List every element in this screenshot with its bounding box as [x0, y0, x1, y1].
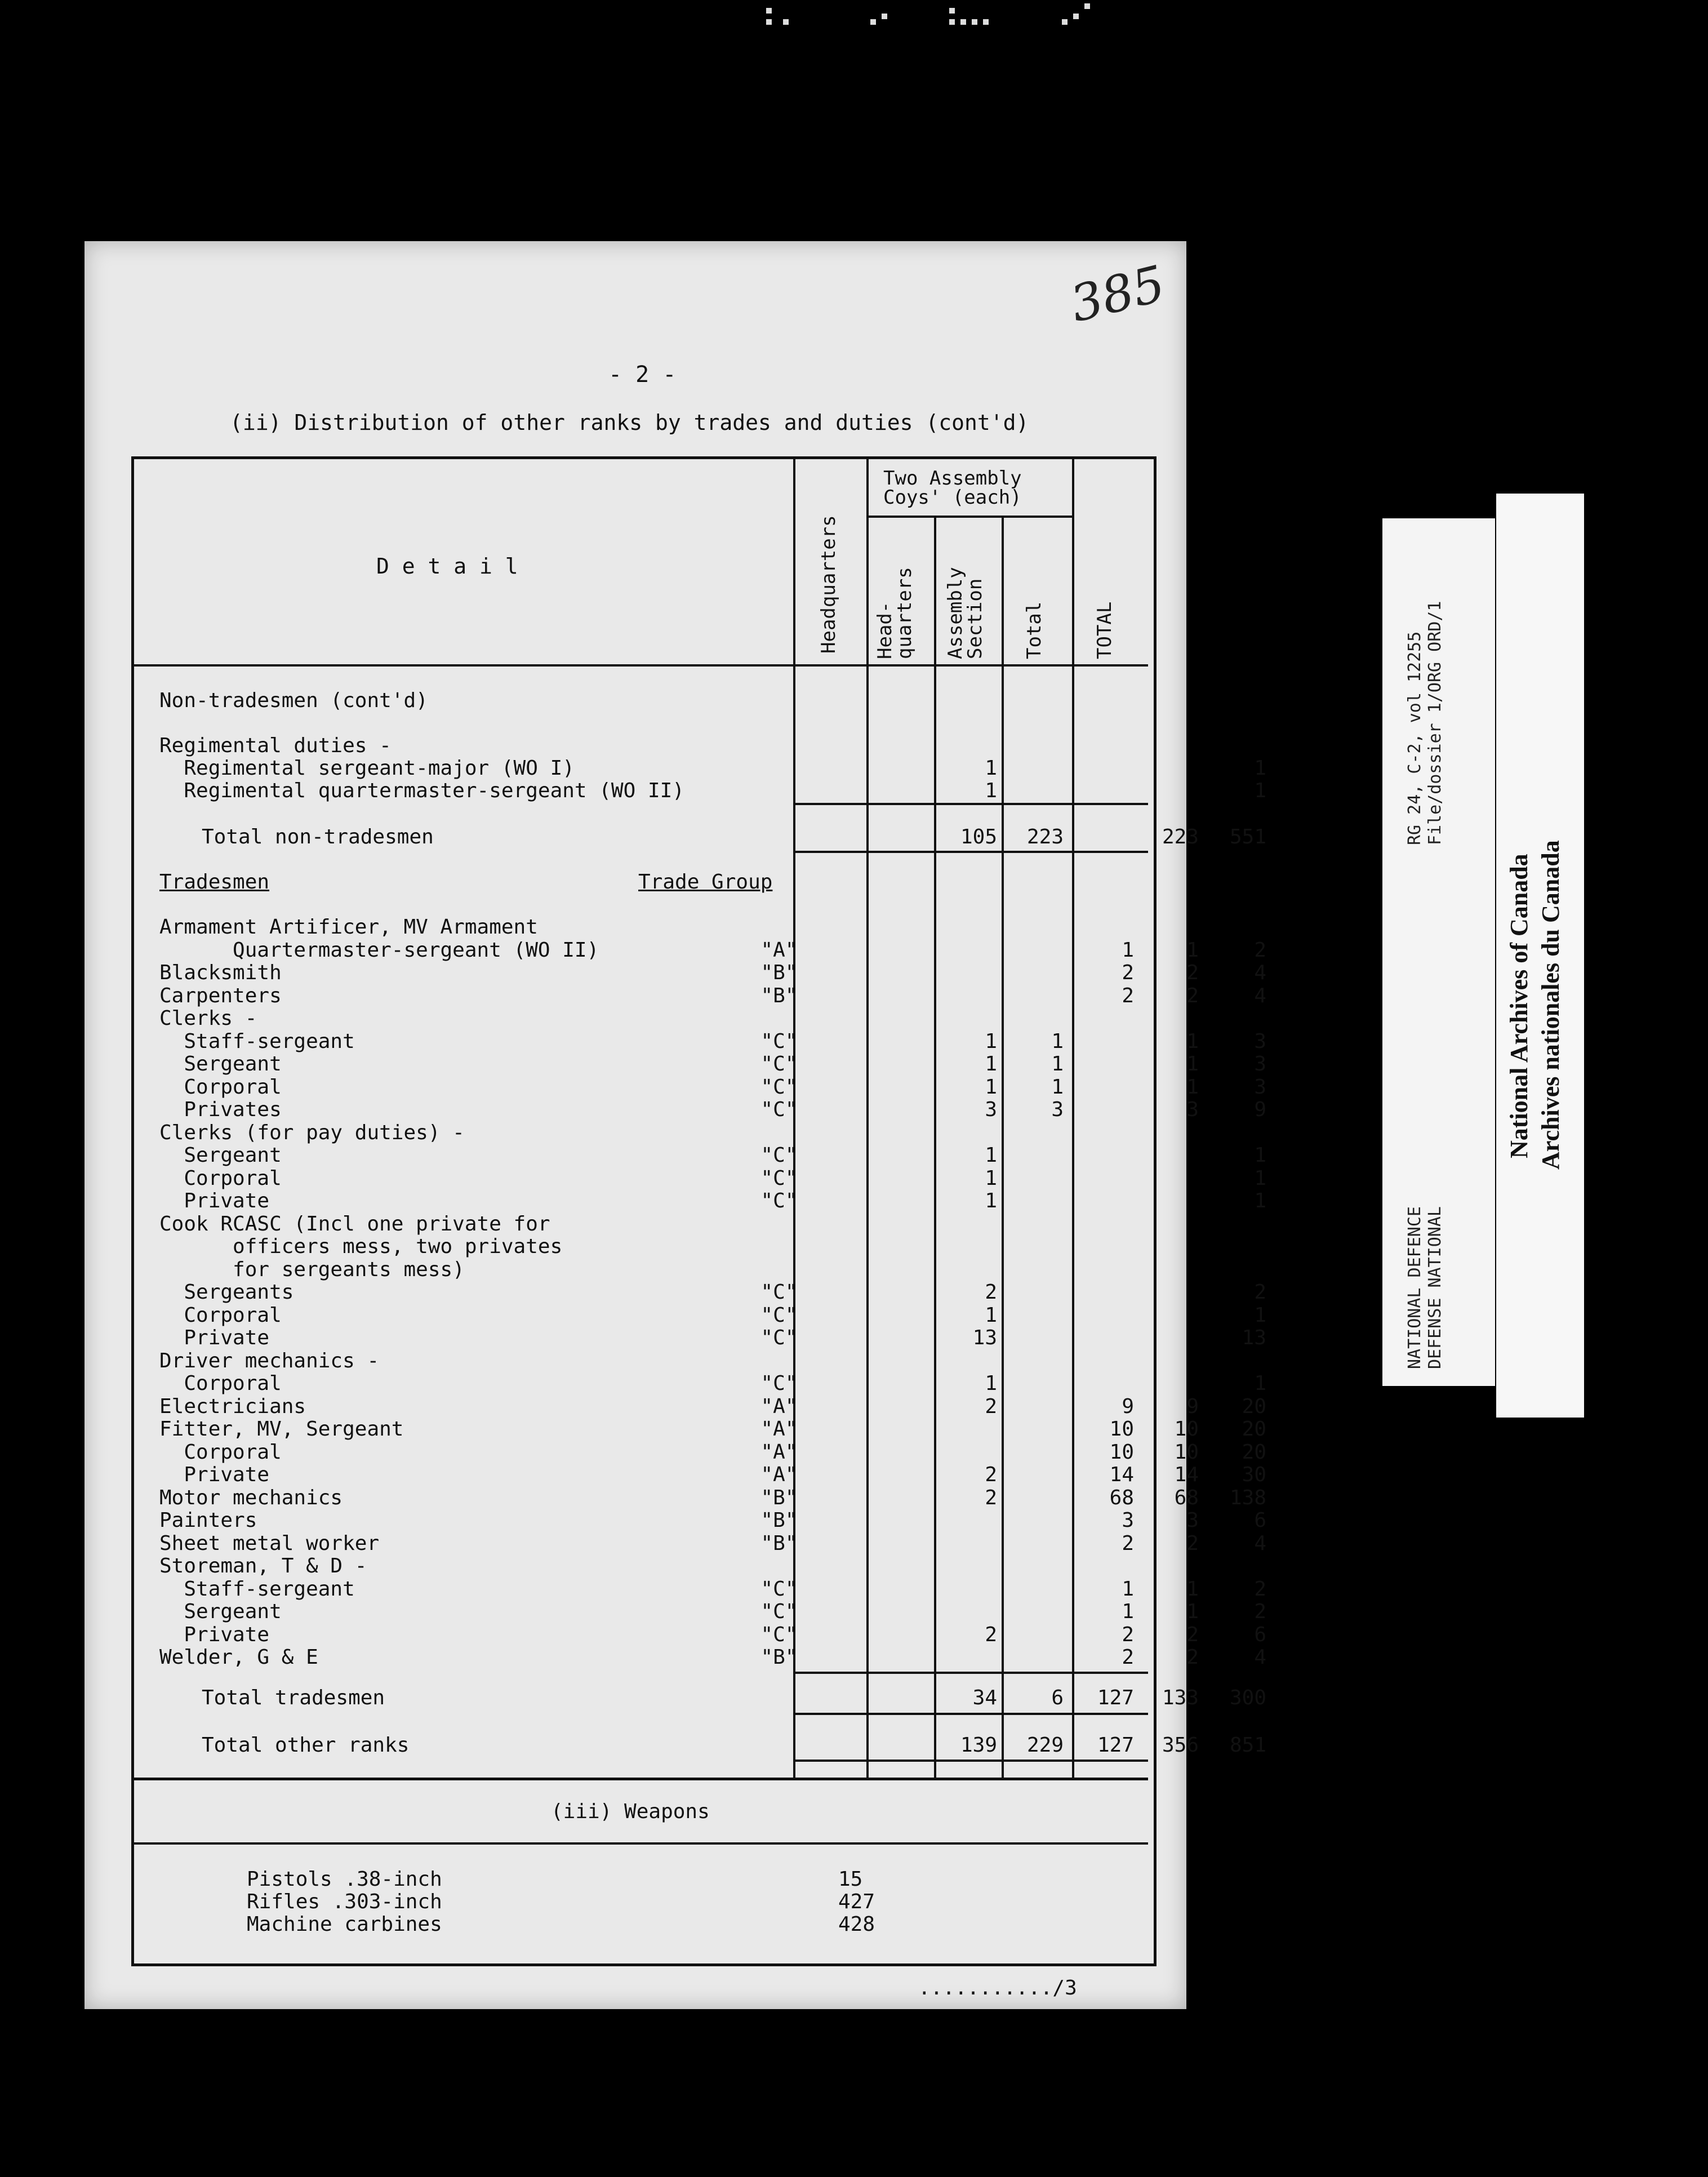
total-tradesmen-row: [134, 1686, 1266, 1709]
table-row: [134, 1029, 1266, 1053]
row-label: Electricians: [159, 1394, 306, 1418]
total-value: 2: [1254, 1281, 1266, 1304]
total-value: 20: [1242, 1418, 1266, 1441]
trade-group-value: "C": [760, 1144, 798, 1167]
coy-total-value: 3: [1186, 1098, 1199, 1121]
hq-value: 2: [985, 1486, 997, 1509]
trade-group-heading: Trade Group: [638, 870, 773, 894]
weapon-value: 428: [838, 1913, 875, 1936]
coy-total-value: 10: [1174, 1440, 1199, 1464]
coy-hq-value: 1: [1051, 1075, 1064, 1099]
table-row: [134, 1052, 1266, 1076]
coy-hq-value: 3: [1051, 1098, 1064, 1121]
hq-value: 105: [960, 825, 997, 848]
headquarters-header: Headquarters: [817, 515, 840, 654]
subtotal-line: [793, 1713, 1148, 1715]
total-value: 551: [1229, 825, 1266, 848]
trade-group-value: "C": [760, 1075, 798, 1099]
total-value: 300: [1229, 1686, 1266, 1709]
assembly-value: 2: [1122, 1531, 1134, 1555]
weapon-value: 15: [838, 1868, 863, 1891]
total-value: 2: [1254, 1577, 1266, 1601]
table-row: [134, 1600, 1266, 1623]
row-label: Welder, G & E: [159, 1646, 318, 1669]
trade-group-value: "C": [760, 1029, 798, 1053]
coy-total-value: 1: [1186, 1029, 1199, 1053]
table-row: [134, 1577, 1266, 1601]
coy-total-value: 14: [1174, 1463, 1199, 1486]
row-label: Private: [159, 1326, 270, 1349]
weapons-heading: (iii) Weapons: [551, 1800, 710, 1823]
trade-group-value: "A": [760, 1418, 798, 1441]
table-row: [134, 1531, 1266, 1555]
regimental-duties-row: [134, 734, 1148, 757]
coy-total-value: 2: [1186, 984, 1199, 1007]
trade-group-value: "C": [760, 1098, 798, 1121]
table-row: [134, 1189, 1266, 1212]
row-label: Staff-sergeant: [159, 1577, 355, 1601]
row-label: Carpenters: [159, 984, 282, 1007]
weapons-top-line: [134, 1778, 1148, 1780]
weapon-label: Machine carbines: [247, 1913, 442, 1936]
row-label: Cook RCASC (Incl one private for: [159, 1212, 550, 1236]
total-value: 1: [1254, 1166, 1266, 1190]
total-value: 9: [1254, 1098, 1266, 1121]
regimental-duties-label: Regimental duties -: [159, 734, 392, 757]
coy-total-value: 2: [1186, 961, 1199, 984]
total-value: 1: [1254, 1189, 1266, 1212]
coy-total-value: 2: [1186, 1646, 1199, 1669]
two-assembly-header-2: Coys' (each): [883, 486, 1022, 509]
trade-group-value: "B": [760, 961, 798, 984]
hq-value: 1: [985, 1075, 997, 1099]
trade-group-value: "C": [760, 1600, 798, 1623]
total-value: 3: [1254, 1029, 1266, 1053]
weapons-divider: [134, 1842, 1148, 1845]
coy-total-value: 9: [1186, 1394, 1199, 1418]
hq-value: 2: [985, 1281, 997, 1304]
table-row: [134, 757, 1266, 780]
trade-group-value: "C": [760, 1189, 798, 1212]
row-label: Private: [159, 1623, 270, 1646]
tradesmen-heading-row: [134, 870, 1148, 893]
top-dot-marks: [760, 0, 1121, 34]
total-value: 20: [1242, 1440, 1266, 1464]
total-value: 13: [1242, 1326, 1266, 1349]
total-value: 6: [1254, 1623, 1266, 1646]
coy-total-value: 10: [1174, 1418, 1199, 1441]
section-heading: (ii) Distribution of other ranks by trades and duties (cont'd): [230, 410, 1029, 435]
header-bottom-line: [134, 664, 1148, 667]
total-value: 1: [1254, 1144, 1266, 1167]
row-label: Storeman, T & D -: [159, 1554, 367, 1578]
row-label: Total non-tradesmen: [202, 825, 434, 848]
handwritten-page-number: 385: [1065, 254, 1171, 334]
total-value: 6: [1254, 1509, 1266, 1532]
subtotal-line: [793, 851, 1148, 853]
row-label: Corporal: [159, 1075, 282, 1099]
row-label: Staff-sergeant: [159, 1029, 355, 1053]
assembly-value: 68: [1109, 1486, 1134, 1509]
table-row: [134, 1144, 1266, 1167]
trade-group-value: "C": [760, 1577, 798, 1601]
total-value: 20: [1242, 1394, 1266, 1418]
row-label: Sheet metal worker: [159, 1531, 380, 1555]
row-label: Privates: [159, 1098, 282, 1121]
row-label: Corporal: [159, 1166, 282, 1190]
row-label: Private: [159, 1189, 270, 1212]
row-label: Driver mechanics -: [159, 1349, 380, 1372]
table-row: [134, 1098, 1266, 1121]
coy-hq-value: 1: [1051, 1052, 1064, 1076]
trade-group-value: "B": [760, 1531, 798, 1555]
page-number: - 2 -: [608, 362, 677, 388]
trade-group-value: "A": [760, 1463, 798, 1486]
hq-value: 1: [985, 779, 997, 802]
hq-value: 1: [985, 1372, 997, 1395]
table-row: [134, 1509, 1266, 1532]
table-row: [134, 1235, 1148, 1258]
hq-value: 2: [985, 1463, 997, 1486]
coy-hq-value: 223: [1026, 825, 1064, 848]
trade-group-value: "C": [760, 1326, 798, 1349]
total-value: 4: [1254, 1646, 1266, 1669]
table-row: [134, 1646, 1266, 1669]
hq-value: 1: [985, 1144, 997, 1167]
table-row: [134, 1486, 1266, 1509]
subtotal-line: [793, 1760, 1148, 1762]
trade-group-value: "B": [760, 1646, 798, 1669]
total-value: 2: [1254, 1600, 1266, 1623]
weapon-value: 427: [838, 1890, 875, 1913]
hq-value: 3: [985, 1098, 997, 1121]
row-label: Private: [159, 1463, 270, 1486]
total-value: 3: [1254, 1075, 1266, 1099]
assembly-value: 10: [1109, 1418, 1134, 1441]
trade-group-value: "A": [760, 1440, 798, 1464]
coy-hq-value: 1: [1051, 1029, 1064, 1053]
total-value: 1: [1254, 779, 1266, 802]
row-label: Sergeant: [159, 1144, 282, 1167]
hq-value: 2: [985, 1623, 997, 1646]
coy-total-value: 2: [1186, 1623, 1199, 1646]
coy-total-value: 223: [1162, 825, 1199, 848]
assembly-value: 10: [1109, 1440, 1134, 1464]
row-label: Armament Artificer, MV Armament: [159, 916, 538, 939]
coy-total-value: 2: [1186, 1531, 1199, 1555]
nontrades-heading-row: [134, 689, 1148, 712]
row-label: Clerks -: [159, 1007, 257, 1030]
coy-total-value: 68: [1174, 1486, 1199, 1509]
table-row: [134, 1281, 1266, 1304]
coy-total-value: 1: [1186, 1052, 1199, 1076]
subtotal-line: [793, 803, 1148, 805]
hq-value: 1: [985, 1052, 997, 1076]
row-label: Fitter, MV, Sergeant: [159, 1418, 404, 1441]
assembly-header-2: Section: [964, 578, 986, 659]
table-row: [134, 961, 1266, 984]
assembly-value: 2: [1122, 1623, 1134, 1646]
nontrades-heading: Non-tradesmen (cont'd): [159, 689, 428, 712]
assembly-value: 2: [1122, 984, 1134, 1007]
table-row: [134, 1418, 1266, 1441]
total-other-ranks-row: [134, 1734, 1266, 1757]
total-nontrades-row: [134, 825, 1266, 848]
assembly-value: 127: [1097, 1686, 1134, 1709]
total-value: 138: [1229, 1486, 1266, 1509]
two-assembly-header-1: Two Assembly: [883, 467, 1022, 490]
trade-group-value: "C": [760, 1623, 798, 1646]
total-value: 3: [1254, 1052, 1266, 1076]
row-label: Clerks (for pay duties) -: [159, 1121, 465, 1144]
tradesmen-heading: Tradesmen: [159, 870, 270, 894]
total-value: 1: [1254, 1303, 1266, 1327]
detail-header: D e t a i l: [376, 554, 518, 579]
row-label: Total other ranks: [202, 1734, 410, 1757]
assembly-value: 2: [1122, 1646, 1134, 1669]
row-label: Corporal: [159, 1303, 282, 1327]
coy-total-value: 1: [1186, 1577, 1199, 1601]
table-row: [134, 1394, 1266, 1418]
weapon-label: Pistols .38-inch: [247, 1868, 442, 1891]
assembly-value: 2: [1122, 961, 1134, 984]
assembly-value: 127: [1097, 1734, 1134, 1757]
assembly-value: 3: [1122, 1509, 1134, 1532]
table-row: [134, 779, 1266, 802]
archive-ref-line1: RG 24, C-2, vol 12255: [1405, 631, 1425, 845]
assembly-value: 9: [1122, 1394, 1134, 1418]
national-archives-label: [1496, 494, 1584, 1418]
row-label: Regimental sergeant-major (WO I): [159, 757, 575, 780]
table-row: [134, 938, 1266, 962]
row-label: Motor mechanics: [159, 1486, 343, 1509]
table-row: [134, 1326, 1266, 1349]
row-label: for sergeants mess): [159, 1258, 465, 1281]
hq-value: 1: [985, 757, 997, 780]
archive-reference-label: [1382, 518, 1495, 1386]
nac-line1: National Archives of Canada: [1505, 854, 1533, 1158]
row-label: officers mess, two privates: [159, 1235, 563, 1258]
nd-line1: NATIONAL DEFENCE: [1405, 1206, 1425, 1369]
total-value: 1: [1254, 757, 1266, 780]
row-label: Sergeant: [159, 1052, 282, 1076]
assembly-value: 1: [1122, 1577, 1134, 1601]
total-value: 4: [1254, 984, 1266, 1007]
table-row: [134, 1303, 1266, 1327]
row-label: Blacksmith: [159, 961, 282, 984]
trade-group-value: "C": [760, 1281, 798, 1304]
hq-value: 2: [985, 1394, 997, 1418]
archive-ref-line2: File/dossier 1/ORG ORD/1: [1425, 601, 1445, 845]
table-row: [134, 916, 1148, 938]
row-label: Total tradesmen: [202, 1686, 385, 1709]
trade-group-value: "A": [760, 938, 798, 962]
row-label: Quartermaster-sergeant (WO II): [159, 938, 599, 962]
trade-group-value: "C": [760, 1052, 798, 1076]
coy-hq-header-2: quarters: [893, 567, 916, 659]
coy-total-value: 1: [1186, 938, 1199, 962]
table-row: [134, 1372, 1266, 1395]
trade-group-value: "B": [760, 1486, 798, 1509]
trade-group-value: "A": [760, 1394, 798, 1418]
table-row: [134, 1554, 1148, 1577]
table-row: [134, 1166, 1266, 1190]
total-value: 851: [1229, 1734, 1266, 1757]
trade-group-value: "C": [760, 1303, 798, 1327]
nac-line2: Archives nationales du Canada: [1537, 840, 1564, 1170]
coy-total-value: 3: [1186, 1509, 1199, 1532]
distribution-table: [131, 456, 1266, 1966]
coy-hq-value: 229: [1026, 1734, 1064, 1757]
subtotal-line: [793, 1672, 1148, 1674]
hq-value: 1: [985, 1303, 997, 1327]
coy-hq-value: 6: [1051, 1686, 1064, 1709]
coy-total-value: 356: [1162, 1734, 1199, 1757]
table-row: [134, 1121, 1148, 1144]
hq-value: 1: [985, 1189, 997, 1212]
total-value: 4: [1254, 961, 1266, 984]
total-value: 1: [1254, 1372, 1266, 1395]
nd-line2: DEFENSE NATIONAL: [1425, 1206, 1445, 1369]
row-label: Sergeants: [159, 1281, 294, 1304]
hq-value: 1: [985, 1029, 997, 1053]
table-row: [134, 1463, 1266, 1486]
grand-total-header: TOTAL: [1093, 601, 1116, 659]
assembly-value: 14: [1109, 1463, 1134, 1486]
total-value: 4: [1254, 1531, 1266, 1555]
total-header: Total: [1023, 601, 1046, 659]
assembly-value: 1: [1122, 938, 1134, 962]
table-row: [134, 1440, 1266, 1464]
row-label: Corporal: [159, 1372, 282, 1395]
table-row: [134, 1075, 1266, 1099]
hq-value: 1: [985, 1166, 997, 1190]
total-value: 30: [1242, 1463, 1266, 1486]
coy-hq-header-1: Head-: [874, 601, 896, 659]
hq-value: 139: [960, 1734, 997, 1757]
row-label: Painters: [159, 1509, 257, 1532]
coy-total-value: 1: [1186, 1600, 1199, 1623]
table-row: [134, 984, 1266, 1007]
weapon-label: Rifles .303-inch: [247, 1890, 442, 1913]
trade-group-value: "C": [760, 1372, 798, 1395]
trade-group-value: "C": [760, 1166, 798, 1190]
table-row: [134, 1349, 1148, 1372]
coy-header-line: [866, 516, 1072, 518]
row-label: Corporal: [159, 1440, 282, 1464]
table-row: [134, 1623, 1266, 1646]
assembly-value: 1: [1122, 1600, 1134, 1623]
trade-group-value: "B": [760, 1509, 798, 1532]
hq-value: 34: [972, 1686, 997, 1709]
row-label: Sergeant: [159, 1600, 282, 1623]
table-row: [134, 1258, 1148, 1281]
continuation-footer: .........../3: [918, 1976, 1077, 2000]
total-value: 2: [1254, 938, 1266, 962]
coy-total-value: 133: [1162, 1686, 1199, 1709]
row-label: Regimental quartermaster-sergeant (WO II): [159, 779, 684, 802]
table-row: [134, 1007, 1148, 1029]
table-row: [134, 1212, 1148, 1235]
trade-group-value: "B": [760, 984, 798, 1007]
hq-value: 13: [972, 1326, 997, 1349]
coy-total-value: 1: [1186, 1075, 1199, 1099]
assembly-header-1: Assembly: [944, 567, 967, 659]
